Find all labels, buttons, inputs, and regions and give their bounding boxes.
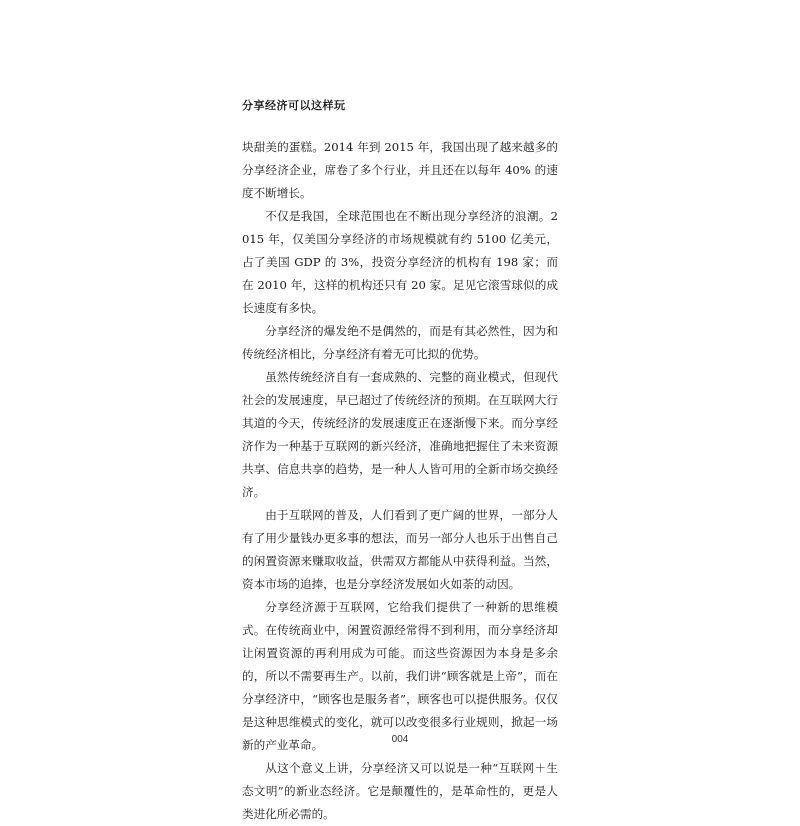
paragraph: 虽然传统经济自有一套成熟的、完整的商业模式，但现代社会的发展速度，早已超过了传统经济的预期。在互联网大行其道的今天，传统经济的发展速度正在逐渐慢下来。而分享经济作为一种基于互联网的新兴经济，准确地把握住了未来资源共享、信息共享的趋势，是一种人人皆可用的全新市场交换经济。 [242, 370, 558, 499]
paragraph: 不仅是我国，全球范围也在不断出现分享经济的浪潮。2015 年，仅美国分享经济的市场规模就有约 5100 亿美元，占了美国 GDP 的 3%，投资分享经济的机构有 198 家；而在 2010 年，这样的机构还只有 20 家。足见它滚雪球似的成长速度有多快。 [242, 209, 558, 315]
body-text [242, 136, 558, 826]
paragraph: 分享经济的爆发绝不是偶然的，而是有其必然性，因为和传统经济相比，分享经济有着无可比拟的优势。 [242, 324, 558, 361]
paragraph: 块甜美的蛋糕。2014 年到 2015 年，我国出现了越来越多的分享经济企业，席卷了多个行业，并且还在以每年 40% 的速度不断增长。 [242, 140, 558, 200]
paragraph: 从这个意义上讲，分享经济又可以说是一种“互联网＋生态文明”的新业态经济。它是颠覆性的，是革命性的，更是人类进化所必需的。 [242, 761, 558, 821]
paragraph: 由于互联网的普及，人们看到了更广阔的世界，一部分人有了用少量钱办更多事的想法，而另一部分人也乐于出售自己的闲置资源来赚取收益，供需双方都能从中获得利益。当然，资本市场的追捧，也是分享经济发展如火如荼的动因。 [242, 508, 558, 591]
page-number: 004 [391, 734, 409, 745]
paragraph: 分享经济源于互联网，它给我们提供了一种新的思维模式。在传统商业中，闲置资源经常得不到利用，而分享经济却让闲置资源的再利用成为可能。而这些资源因为本身是多余的，所以不需要再生产。以前，我们讲“顾客就是上帝”，而在分享经济中，“顾客也是服务者”，顾客也可以提供服务。仅仅是这种思维模式的变化，就可以改变很多行业规则，掀起一场新的产业革命。 [242, 600, 558, 752]
running-header: 分享经济可以这样玩 [242, 99, 346, 112]
